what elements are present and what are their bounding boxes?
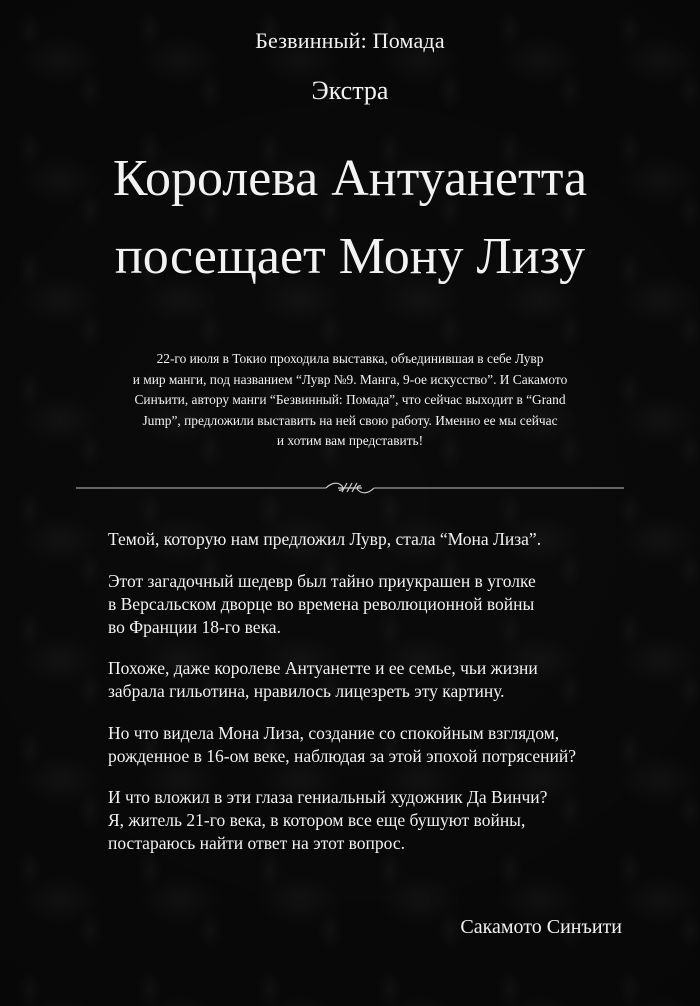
author-signature: Сакамото Синъити: [460, 916, 622, 938]
paragraph: [108, 528, 628, 551]
body-line: в Версальском дворце во времена революционной войны: [108, 593, 535, 614]
body-line: постараюсь найти ответ на этот вопрос.: [108, 833, 405, 853]
intro-line: и мир манги, под названием “Лувр №9. Манга, 9-ое искусство”. И Сакамото: [132, 371, 568, 387]
body-line: забрала гильотина, нравилось лицезреть эту картину.: [108, 681, 505, 701]
intro-line: Синъити, автору манги “Безвинный: Помада”, что сейчас выходит в “Grand: [134, 392, 566, 408]
body-line: рожденное в 16-ом веке, наблюдая за этой эпохой потрясений?: [108, 745, 577, 766]
body-line: И что вложил в эти глаза гениальный художник Да Винчи?: [108, 787, 548, 807]
body-line: Темой, которую нам предложил Лувр, стала “Мона Лиза”.: [108, 529, 542, 549]
body-line: во Франции 18-го века.: [108, 616, 281, 637]
extra-label: Экстра: [311, 76, 389, 105]
paragraph: [108, 786, 628, 855]
paragraph: [108, 570, 628, 639]
body-line: Но что видела Мона Лиза, создание со спокойным взглядом,: [108, 722, 560, 743]
page-title: [0, 140, 700, 296]
title-line-1: Королева Антуанетта: [112, 150, 588, 207]
intro-line: и хотим вам представить!: [276, 433, 424, 449]
body-text: [108, 528, 628, 874]
body-line: Похоже, даже королеве Антуанетте и ее семье, чьи жизни: [108, 658, 538, 678]
series-title: Безвинный: Помада: [255, 28, 445, 53]
flourish-icon: [326, 483, 374, 493]
body-line: Я, житель 21-го века, в котором все еще бушуют войны,: [108, 810, 526, 830]
paragraph: [108, 657, 628, 703]
body-line: Этот загадочный шедевр был тайно приукрашен в уголке: [108, 570, 536, 591]
intro-line: Jump”, предложили выставить на ней свою работу. Именно ее мы сейчас: [142, 412, 558, 428]
intro-text: [90, 349, 610, 452]
intro-line: 22-го июля в Токио проходила выставка, объединившая в себе Лувр: [156, 351, 544, 366]
paragraph: [108, 722, 628, 768]
ornamental-divider: [76, 478, 624, 498]
title-line-2: посещает Мону Лизу: [114, 228, 586, 285]
